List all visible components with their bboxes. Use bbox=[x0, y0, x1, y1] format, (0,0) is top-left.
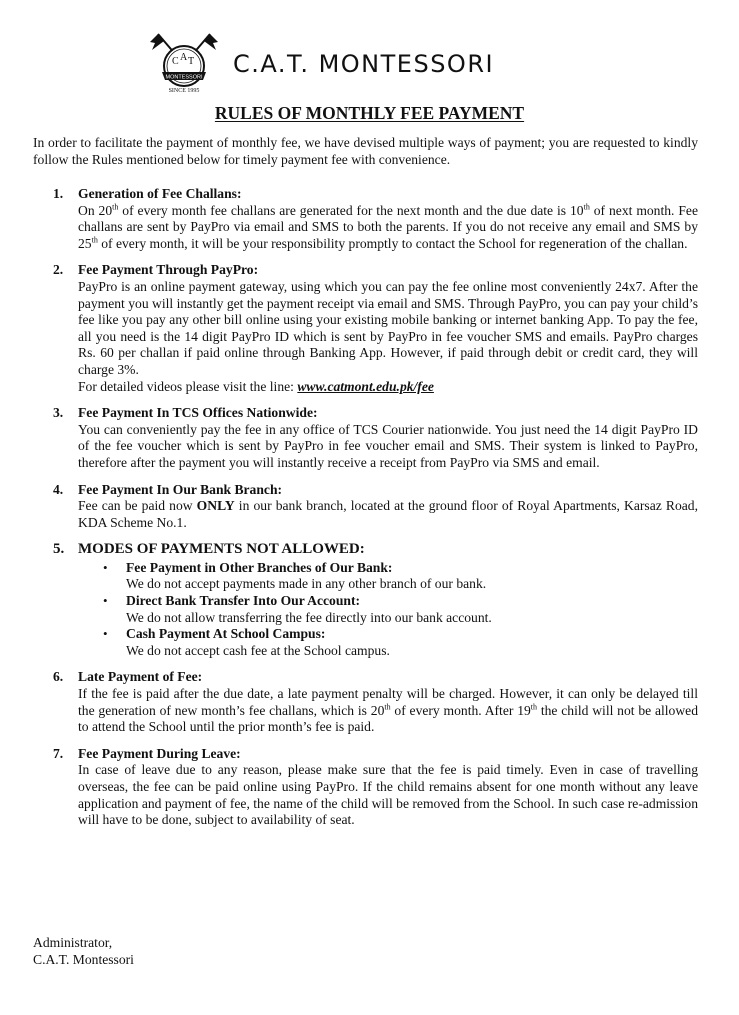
logo-letter-t: T bbox=[188, 56, 195, 67]
document-title-text: RULES OF MONTHLY FEE PAYMENT bbox=[214, 103, 525, 123]
rule-title: Generation of Fee Challans: bbox=[78, 186, 242, 201]
rule-section-7 bbox=[33, 746, 698, 829]
school-logo bbox=[148, 30, 220, 100]
signature-role: Administrator, bbox=[33, 935, 113, 950]
ordinal-suffix: th bbox=[530, 702, 538, 712]
rule-number: 6. bbox=[53, 669, 64, 685]
logo-letter-c: C bbox=[172, 56, 179, 67]
ordinal-suffix: th bbox=[91, 235, 98, 245]
rule-section-6 bbox=[33, 669, 698, 735]
bullet-icon: • bbox=[103, 593, 108, 609]
crossed-flags-emblem-icon bbox=[148, 30, 220, 100]
rule-text: of next month. Fee challans are sent by PayPro via email and SMS to both the parents. If you do not receive any email and SMS by 25 bbox=[78, 202, 699, 251]
rules-list bbox=[33, 186, 698, 839]
fee-videos-link[interactable]: www.catmont.edu.pk/fee bbox=[297, 378, 434, 394]
rule-body bbox=[78, 498, 698, 531]
ordinal-suffix: th bbox=[583, 202, 590, 212]
list-item-title: Cash Payment At School Campus: bbox=[126, 626, 326, 642]
rule-number: 2. bbox=[53, 262, 64, 278]
rule-title: Late Payment of Fee: bbox=[78, 669, 203, 685]
ordinal-suffix: th bbox=[112, 202, 119, 212]
rule-text: in our bank branch, located at the ground floor of Royal Apartments, Karsaz Road, KDA Scheme No.1. bbox=[78, 498, 698, 530]
ordinal-suffix: th bbox=[384, 702, 391, 712]
rule-text: the child will not be allowed to attend the School until the prior month’s fee is paid. bbox=[78, 702, 698, 735]
school-brand-name: C.A.T. MONTESSORI bbox=[233, 50, 495, 78]
rule-text: On 20 bbox=[78, 202, 113, 218]
rule-section-2 bbox=[33, 262, 698, 395]
video-line bbox=[78, 379, 698, 396]
rule-text: If the fee is paid after the due date, a late payment penalty will be charged. However, it can only be delayed till the generation of new month’s fee challans, which is 20 bbox=[78, 686, 698, 718]
list-item bbox=[78, 560, 698, 593]
not-allowed-list bbox=[78, 560, 698, 660]
rule-number: 1. bbox=[53, 186, 64, 201]
list-item-text: We do not accept cash fee at the School campus. bbox=[126, 642, 390, 658]
bullet-icon: • bbox=[103, 559, 108, 575]
rule-body bbox=[78, 203, 698, 253]
document-title bbox=[0, 103, 739, 123]
rule-title: Fee Payment In Our Bank Branch: bbox=[78, 481, 283, 497]
rule-number: 5. bbox=[53, 541, 65, 558]
rule-text: of every month, it will be your responsibility promptly to contact the School for regeneration of the challan. bbox=[97, 235, 688, 251]
rule-text: of every month fee challans are generated for the next month and the due date is 10 bbox=[118, 202, 584, 218]
signature-org: C.A.T. Montessori bbox=[33, 952, 134, 967]
rule-title: Fee Payment In TCS Offices Nationwide: bbox=[78, 405, 318, 421]
emphasis-only: ONLY bbox=[196, 498, 235, 514]
logo-since-text: SINCE 1995 bbox=[168, 88, 200, 94]
list-item-text: We do not allow transferring the fee directly into our bank account. bbox=[126, 609, 492, 625]
rule-text: PayPro is an online payment gateway, using which you can pay the fee online most conveniently 24x7. After the payment you will instantly get the payment receipt via email and SMS. Through PayPro, you can pay your child’s fee like you pay any other bill online using your existing mobile banking or internet banking App. To pay the fee, all you need is the 14 digit PayPro ID which is sent by PayPro in fee voucher SMS and emails. PayPro charges Rs. 60 per challan if paid online through Banking App. However, if paid through debit or credit card, they will charge 3%. bbox=[78, 278, 698, 377]
rule-body bbox=[78, 686, 698, 736]
rule-title: Fee Payment Through PayPro: bbox=[78, 262, 259, 278]
rule-section-4 bbox=[33, 482, 698, 532]
rule-text: Fee can be paid now bbox=[78, 498, 197, 514]
list-item-title: Direct Bank Transfer Into Our Account: bbox=[126, 593, 360, 609]
rule-title: Fee Payment During Leave: bbox=[78, 745, 241, 761]
signature-block bbox=[33, 934, 134, 968]
bullet-icon: • bbox=[103, 626, 108, 642]
rule-number: 7. bbox=[53, 745, 64, 761]
rule-body: In case of leave due to any reason, please make sure that the fee is paid timely. Even in case of travelling overseas, the fee can be paid online using PayPro. If the child remains absent for one month without any leave application and payment of fee, the name of the child will be removed from the School. In such case re-admission will have to be done, subject to availability of seat. bbox=[78, 762, 698, 828]
logo-ribbon-text: MONTESSORI bbox=[165, 74, 203, 81]
rule-body: You can conveniently pay the fee in any office of TCS Courier nationwide. You just need the 14 digit PayPro ID of the fee voucher which is sent by PayPro in fee voucher email and SMS. Their system is linked to PayPro, therefore after the payment you will instantly receive a receipt from PayPro via SMS and email. bbox=[78, 421, 698, 470]
intro-paragraph: In order to facilitate the payment of monthly fee, we have devised multiple ways of payment; you are requested to kindly follow the Rules mentioned below for timely payment fee with convenience. bbox=[33, 135, 698, 167]
rule-text: of every month. After 19 bbox=[390, 702, 531, 718]
rule-title: MODES OF PAYMENTS NOT ALLOWED: bbox=[78, 541, 365, 558]
rule-section-3 bbox=[33, 405, 698, 471]
rule-number: 4. bbox=[53, 481, 64, 497]
logo-letter-a: A bbox=[180, 52, 188, 63]
rule-number: 3. bbox=[53, 405, 64, 421]
list-item-title: Fee Payment in Other Branches of Our Bank: bbox=[126, 559, 393, 575]
list-item-text: We do not accept payments made in any other branch of our bank. bbox=[126, 576, 487, 592]
rule-section-1 bbox=[33, 186, 698, 252]
rule-section-5 bbox=[33, 541, 698, 659]
rule-body bbox=[78, 279, 698, 395]
list-item bbox=[78, 626, 698, 659]
list-item bbox=[78, 593, 698, 626]
video-line-label: For detailed videos please visit the line: bbox=[78, 378, 298, 394]
